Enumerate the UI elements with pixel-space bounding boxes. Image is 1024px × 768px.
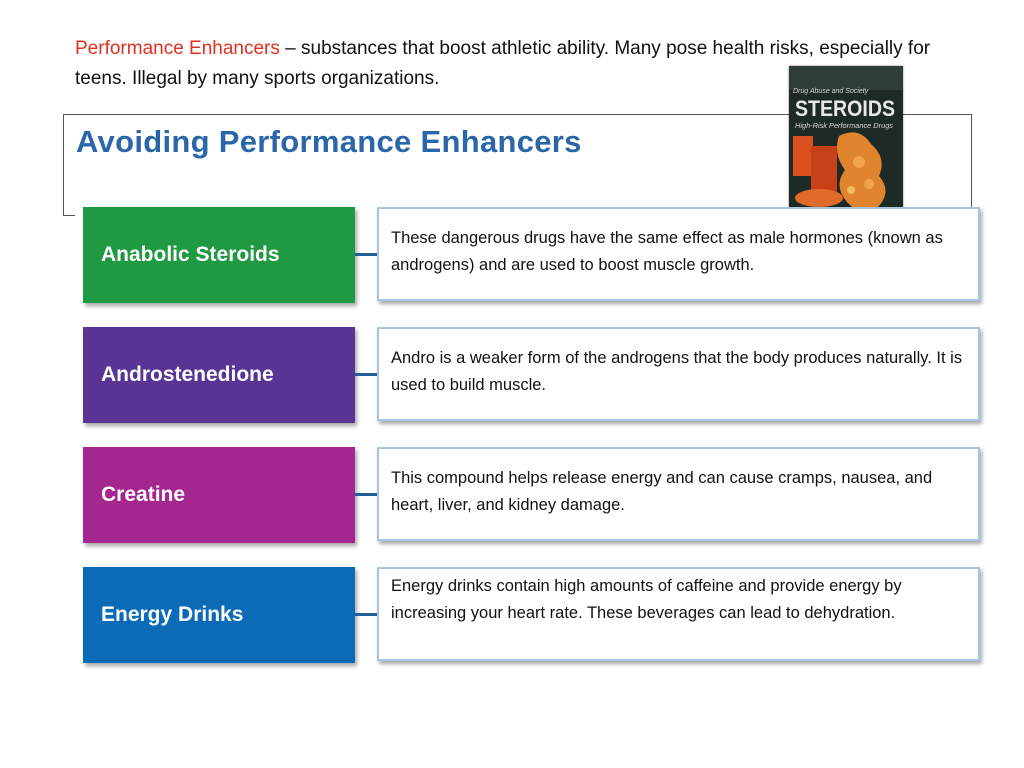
- intro-definition: – substances that boost athletic ability. Many pose health risks, especially for teens. Illegal by many sports organizations.: [75, 38, 931, 89]
- connector-line: [355, 493, 377, 496]
- book-heading: STEROIDS: [795, 96, 895, 121]
- label-androstenedione: [83, 327, 355, 423]
- book-art-block-2: [811, 146, 837, 196]
- description-box: [377, 207, 980, 301]
- description-box: [377, 567, 980, 661]
- item-description: Andro is a weaker form of the androgens that the body produces naturally. It is used to build muscle.: [391, 349, 963, 394]
- item-description: These dangerous drugs have the same effect as male hormones (known as androgens) and are used to boost muscle growth.: [391, 229, 943, 274]
- item-label: Energy Drinks: [101, 603, 244, 626]
- description-box: [377, 327, 980, 421]
- connector-line: [355, 253, 377, 256]
- book-series: Drug Abuse and Society: [793, 88, 869, 95]
- steroids-book-cover: [789, 66, 903, 218]
- book-art-block-1: [793, 136, 813, 176]
- label-energy-drinks: [83, 567, 355, 663]
- item-label: Creatine: [101, 483, 186, 506]
- list-item: [0, 447, 1024, 543]
- description-box: [377, 447, 980, 541]
- slide-title: Avoiding Performance Enhancers: [76, 124, 582, 159]
- list-item: [0, 327, 1024, 423]
- book-art-disc: [795, 189, 843, 207]
- intro-term: Performance Enhancers: [75, 38, 280, 59]
- book-subtitle: High-Risk Performance Drugs: [795, 123, 894, 130]
- item-label: Androstenedione: [101, 363, 274, 386]
- list-item: [0, 567, 1024, 663]
- connector-line: [355, 373, 377, 376]
- connector-line: [355, 613, 377, 616]
- item-label: Anabolic Steroids: [101, 243, 280, 266]
- label-creatine: [83, 447, 355, 543]
- item-description: Energy drinks contain high amounts of caffeine and provide energy by increasing your heart rate. These beverages can lead to dehydration.: [391, 577, 902, 622]
- label-anabolic-steroids: [83, 207, 355, 303]
- item-description: This compound helps release energy and can cause cramps, nausea, and heart, liver, and kidney damage.: [391, 469, 933, 514]
- list-item: [0, 207, 1024, 303]
